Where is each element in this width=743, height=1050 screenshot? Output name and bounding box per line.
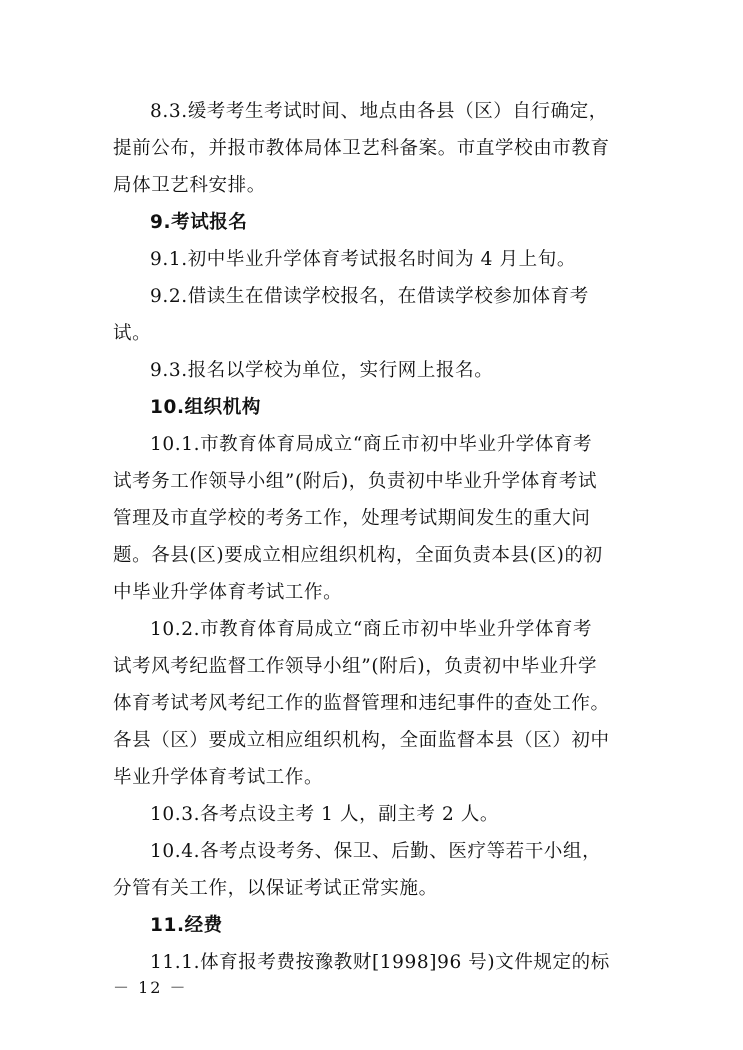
paragraph-line: 体育考试考风考纪工作的监督管理和违纪事件的查处工作。 [113, 693, 610, 714]
paragraph-line: 8.3.缓考考生考试时间、地点由各县（区）自行确定， [150, 101, 608, 122]
paragraph-line: 题。各县(区)要成立相应组织机构，全面负责本县(区)的初 [113, 545, 603, 566]
paragraph-line: 试考风考纪监督工作领导小组”(附后)，负责初中毕业升学 [113, 656, 598, 677]
paragraph-line: 9.1.初中毕业升学体育考试报名时间为 4 月上旬。 [150, 249, 576, 270]
paragraph-line: 10.1.市教育体育局成立“商丘市初中毕业升学体育考 [150, 434, 593, 455]
paragraph-line: 10.2.市教育体育局成立“商丘市初中毕业升学体育考 [150, 619, 593, 640]
paragraph-line: 9.3.报名以学校为单位，实行网上报名。 [150, 360, 494, 381]
paragraph-line: 各县（区）要成立相应组织机构，全面监督本县（区）初中 [113, 730, 610, 751]
paragraph-line: 局体卫艺科安排。 [113, 175, 266, 196]
paragraph-line: 提前公布，并报市教体局体卫艺科备案。市直学校由市教育 [113, 138, 610, 159]
section-heading: 11.经费 [150, 915, 223, 936]
paragraph-line: 中毕业升学体育考试工作。 [113, 582, 343, 603]
section-heading: 9.考试报名 [150, 212, 248, 233]
paragraph-line: 试。 [113, 323, 152, 344]
paragraph-line: 9.2.借读生在借读学校报名，在借读学校参加体育考 [150, 286, 589, 307]
paragraph-line: 分管有关工作，以保证考试正常实施。 [113, 878, 438, 899]
paragraph-line: 11.1.体育报考费按豫教财[1998]96 号)文件规定的标 [150, 952, 610, 973]
page-number: － 12 － [113, 978, 188, 997]
paragraph-line: 毕业升学体育考试工作。 [113, 767, 324, 788]
document-body [113, 93, 633, 981]
paragraph-line: 试考务工作领导小组”(附后)，负责初中毕业升学体育考试 [113, 471, 598, 492]
paragraph-line: 管理及市直学校的考务工作，处理考试期间发生的重大问 [113, 508, 591, 529]
paragraph-line: 10.4.各考点设考务、保卫、后勤、医疗等若干小组， [150, 841, 602, 862]
section-heading: 10.组织机构 [150, 397, 261, 418]
paragraph-line: 10.3.各考点设主考 1 人，副主考 2 人。 [150, 804, 500, 825]
